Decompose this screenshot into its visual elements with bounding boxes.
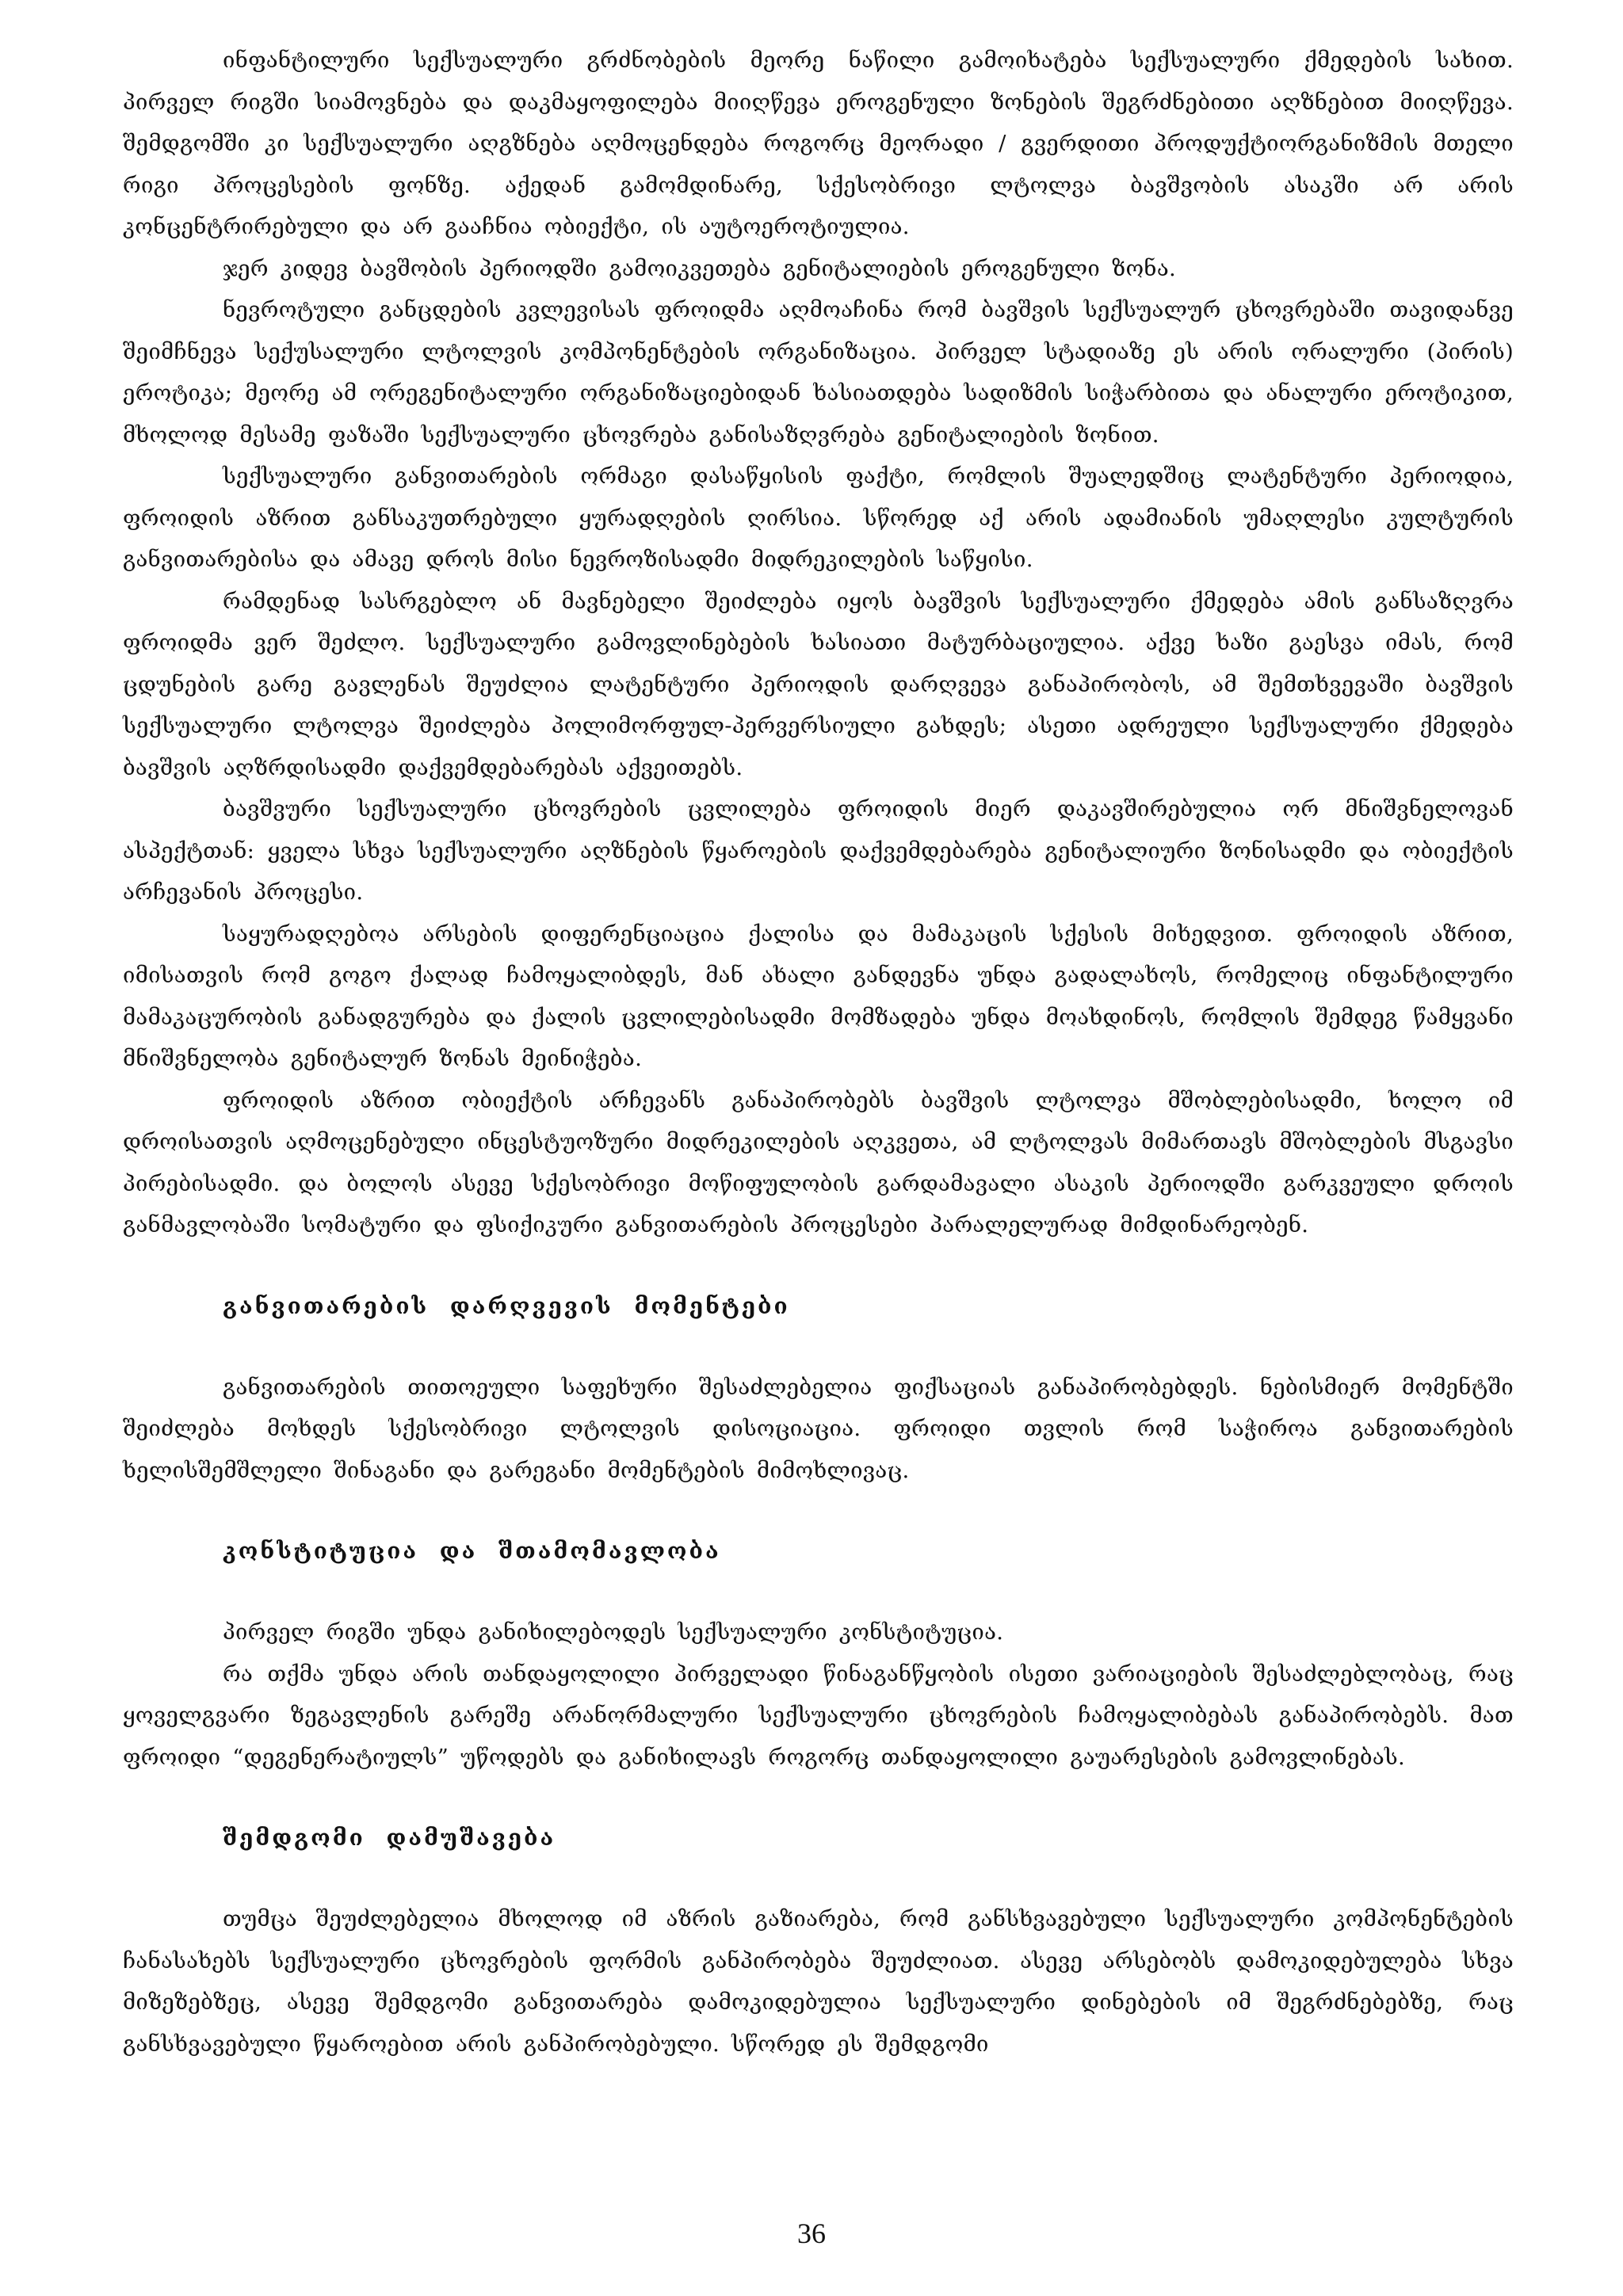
paragraph: ფროიდის აზრით ობიექტის არჩევანს განაპირობებს ბავშვის ლტოლვა მშობლებისადმი, ხოლო იმ დროისათვის აღმოცენებული ინცესტუოზური მიდრეკილების აღკვეთა, ამ ლტოლვას მიმართავს მშობლების მსგავსი პირებისადმი. და ბოლოს ასევე სქესობრივი მოწიფულობის გარდამავალი ასაკის პერიოდში გარკვეული დროის განმავლობაში სომატური და ფსიქიკური განვითარების პროცესები პარალელურად მიმდინარეობენ.: [123, 1087, 1514, 1238]
document-page: [123, 40, 1623, 2065]
paragraph: განვითარების თითოეული საფეხური შესაძლებელია ფიქსაციას განაპირობებდეს. ნებისმიერ მომენტში შეიძლება მოხდეს სქესობრივი ლტოლვის დისოციაცია. ფროიდი თვლის რომ საჭიროა განვითარების ხელისშემშლელი შინაგანი და გარეგანი მომენტების მიმოხლივაც.: [123, 1374, 1514, 1483]
paragraph: ინფანტილური სექსუალური გრძნობების მეორე ნაწილი გამოიხატება სექსუალური ქმედების სახით. პირველ რიგში სიამოვნება და დაკმაყოფილება მიიღწევა ეროგენული ზონების შეგრძნებითი აღზნებით მიიღწევა. შემდგომში კი სექსუალური აღგზნება აღმოცენდება როგორც მეორადი / გვერდითი პროდუქტიორგანიზმის მთელი რიგი პროცესების ფონზე. აქედან გამომდინარე, სქესობრივი ლტოლვა ბავშვობის ასაკში არ არის კონცენტრირებული და არ გააჩნია ობიექტი, ის აუტოეროტიულია.: [123, 48, 1514, 239]
spacer: [123, 1246, 1514, 1286]
paragraph: თუმცა შეუძლებელია მხოლოდ იმ აზრის გაზიარება, რომ განსხვავებული სექსუალური კომპონენტების ჩანასახებს სექსუალური ცხოვრების ფორმის განპირობება შეუძლიათ. ასევე არსებობს დამოკიდებულება სხვა მიზეზებზეც, ასევე შემდგომი განვითარება დამოკიდებულია სექსუალური დინებების იმ შეგრძნებებზე, რაც განსხვავებული წყაროებით არის განპირობებული. სწორედ ეს შემდგომი: [123, 1906, 1514, 2057]
paragraph: ნევროტული განცდების კვლევისას ფროიდმა აღმოაჩინა რომ ბავშვის სექსუალურ ცხოვრებაში თავიდანვე შეიმჩნევა სექუსალური ლტოლვის კომპონენტების ორგანიზაცია. პირველ სტადიაზე ეს არის ორალური (პირის) ეროტიკა; მეორე ამ ორეგენიტალური ორგანიზაციებიდან ხასიათდება სადიზმის სიჭარბითა და ანალური ეროტიკით, მხოლოდ მესამე ფაზაში სექსუალური ცხოვრება განისაზღვრება გენიტალიების ზონით.: [123, 297, 1514, 448]
paragraph: რა თქმა უნდა არის თანდაყოლილი პირველადი წინაგანწყობის ისეთი ვარიაციების შესაძლებლობაც, რაც ყოველგვარი ზეგავლენის გარეშე არანორმალური სექსუალური ცხოვრების ჩამოყალიბებას განაპირობებს. მათ ფროიდი “დეგენერატიულს” უწოდებს და განიხილავს როგორც თანდაყოლილი გაუარესების გამოვლინებას.: [123, 1661, 1514, 1770]
spacer: [123, 1778, 1514, 1817]
paragraph: პირველ რიგში უნდა განიხილებოდეს სექსუალური კონსტიტუცია.: [223, 1619, 1004, 1645]
paragraph: ჯერ კიდევ ბავშობის პერიოდში გამოიკვეთება გენიტალიების ეროგენული ზონა.: [223, 255, 1177, 281]
spacer: [123, 1859, 1514, 1898]
spacer: [123, 1491, 1514, 1531]
section-heading: შემდგომი დამუშავება: [223, 1825, 556, 1851]
document-body: [123, 40, 1514, 2065]
spacer: [123, 1327, 1514, 1367]
paragraph: რამდენად სასრგებლო ან მავნებელი შეიძლება იყოს ბავშვის სექსუალური ქმედება ამის განსაზღვრა ფროიდმა ვერ შეძლო. სექსუალური გამოვლინებების ხასიათი მატურბაციულია. აქვე ხაზი გაესვა იმას, რომ ცდუნების გარე გავლენას შეუძლია ლატენტური პერიოდის დარღვევა განაპირობოს, ამ შემთხვევაში ბავშვის სექსუალური ლტოლვა შეიძლება პოლიმორფულ-პერვერსიული გახდეს; ასეთი ადრეული სექსუალური ქმედება ბავშვის აღზრდისადმი დაქვემდებარებას აქვეითებს.: [123, 588, 1514, 780]
page-number: 36: [797, 2218, 826, 2249]
paragraph: სექსუალური განვითარების ორმაგი დასაწყისის ფაქტი, რომლის შუალედშიც ლატენტური პერიოდია, ფროიდის აზრით განსაკუთრებული ყურადღების ღირსია. სწორედ აქ არის ადამიანის უმაღლესი კულტურის განვითარებისა და ამავე დროს მისი ნევროზისადმი მიდრეკილების საწყისი.: [123, 463, 1514, 572]
section-heading: კონსტიტუცია და შთამომავლობა: [223, 1538, 721, 1564]
paragraph: ბავშვური სექსუალური ცხოვრების ცვლილება ფროიდის მიერ დაკავშირებულია ორ მნიშვნელოვან ასპექტთან: ყველა სხვა სექსუალური აღზნების წყაროების დაქვემდებარება გენიტალიური ზონისადმი და ობიექტის არჩევანის პროცესი.: [123, 796, 1514, 905]
section-heading: განვითარების დარღვევის მომენტები: [223, 1292, 790, 1319]
paragraph: საყურადღებოა არსების დიფერენციაცია ქალისა და მამაკაცის სქესის მიხედვით. ფროიდის აზრით, იმისათვის რომ გოგო ქალად ჩამოყალიბდეს, მან ახალი განდევნა უნდა გადალახოს, რომელიც ინფანტილური მამაკაცურობის განადგურება და ქალის ცვლილებისადმი მომზადება უნდა მოახდინოს, რომლის შემდეგ წამყვანი მნიშვნელობა გენიტალურ ზონას მეინიჭება.: [123, 921, 1514, 1071]
spacer: [123, 1572, 1514, 1611]
